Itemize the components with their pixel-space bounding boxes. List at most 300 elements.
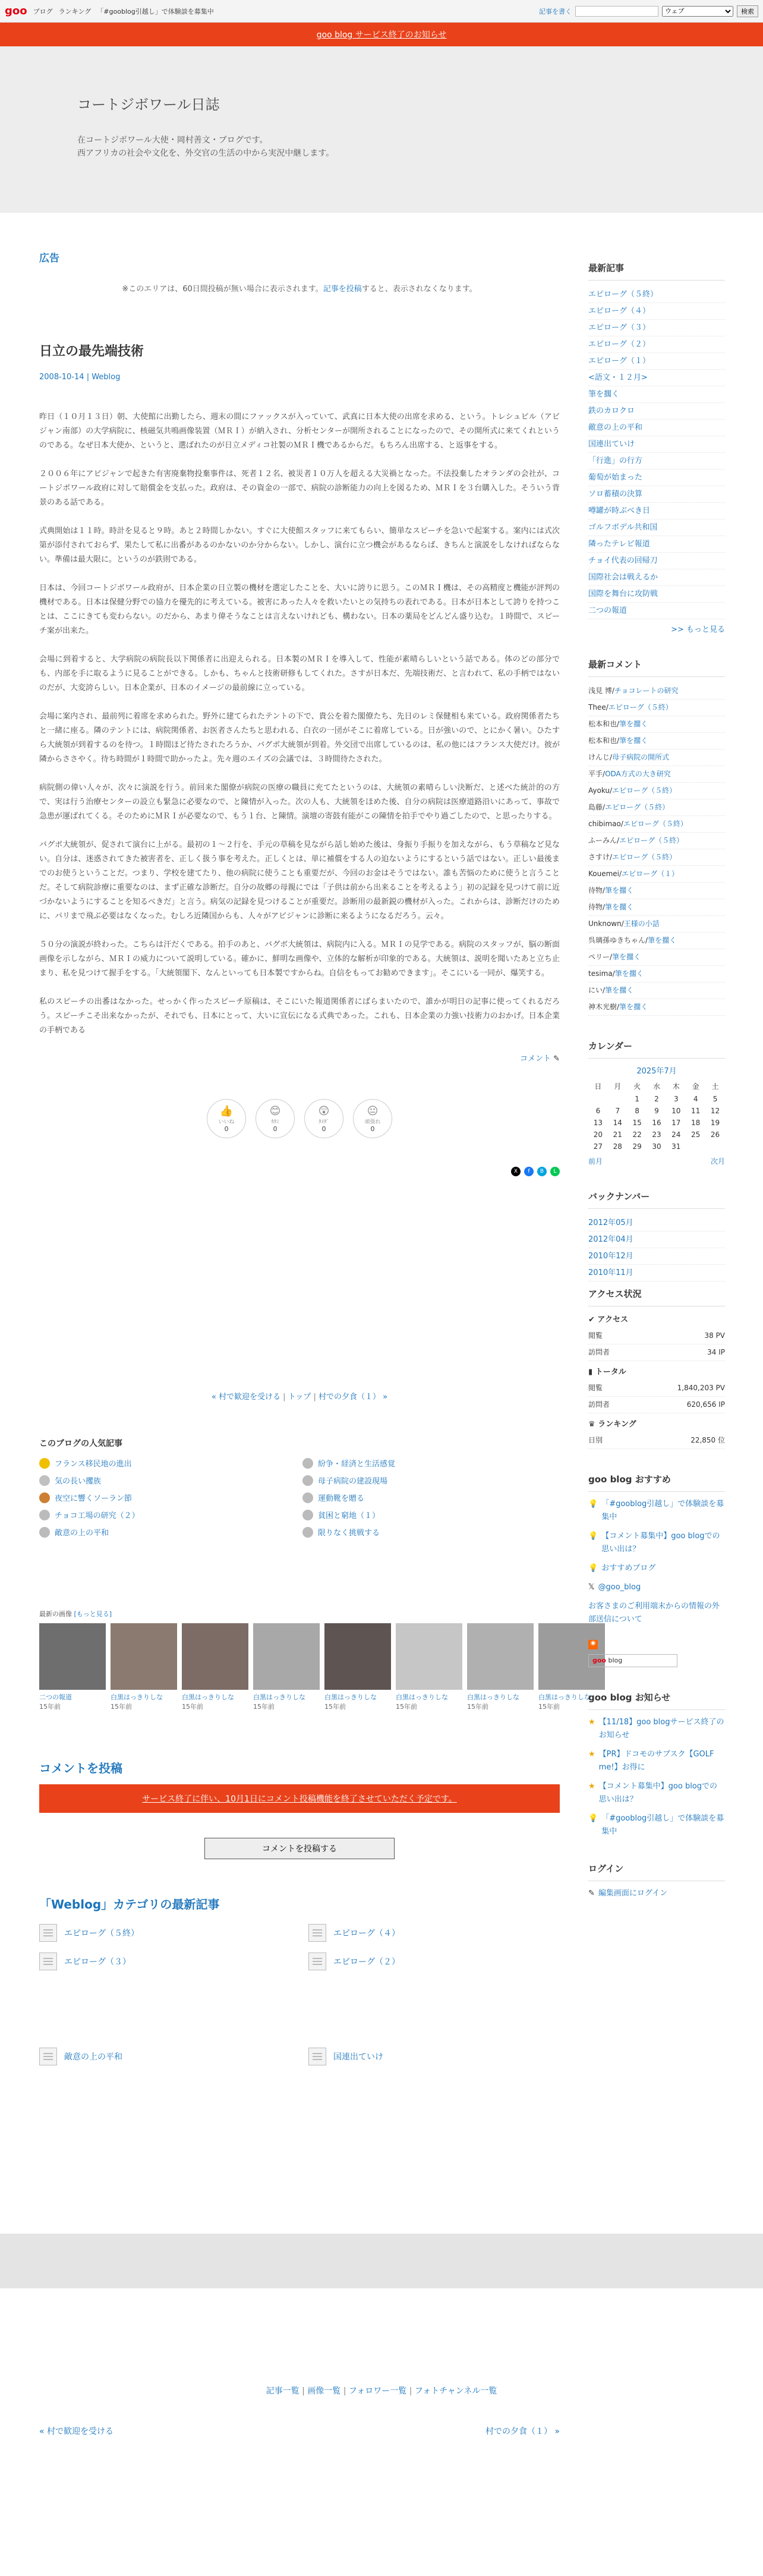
access-row xyxy=(588,1344,725,1361)
backnumber-box xyxy=(588,1190,725,1277)
latest-post-link[interactable]: 敵意の上の平和 xyxy=(588,423,643,432)
latest-post-item[interactable] xyxy=(588,286,725,303)
entry-comment-link-row xyxy=(39,1052,560,1063)
recent-image-thumb[interactable] xyxy=(111,1623,177,1690)
recent-image-thumb[interactable] xyxy=(396,1623,462,1690)
category-latest-link[interactable]: 国連出ていけ xyxy=(333,2052,383,2062)
comment-post-link[interactable]: 筆を擱く xyxy=(605,986,634,994)
recent-image-title[interactable]: 白黒はっきりしな xyxy=(467,1693,519,1701)
category-latest-item[interactable] xyxy=(39,2048,291,2065)
comment-item xyxy=(588,716,725,733)
comment-post-link[interactable]: エピローグ（５終） xyxy=(605,803,670,811)
crown-icon xyxy=(39,1492,50,1503)
comment-post-link[interactable]: 筆を擱く xyxy=(614,969,644,978)
calendar-day: 11 xyxy=(691,1107,701,1115)
news-link[interactable]: 【コメント募集中】goo blogでの思い出は？ xyxy=(598,1782,718,1804)
comment-item xyxy=(588,883,725,899)
comment-post-link[interactable]: エピローグ（５終） xyxy=(608,703,673,711)
comment-author: 待物 xyxy=(588,886,603,895)
recommend-link[interactable]: おすすめブログ xyxy=(601,1564,656,1573)
ad-note-post-link[interactable]: 記事を投稿 xyxy=(323,285,362,294)
calendar-day: 5 xyxy=(712,1095,718,1103)
hatena-share-icon[interactable]: B xyxy=(537,1167,547,1176)
comment-item xyxy=(588,783,725,799)
footer-link-entries[interactable]: 記事一覧 xyxy=(266,2386,299,2396)
recent-image-ago: 15年前 xyxy=(111,1703,132,1711)
popular-heading: このブログの人気記事 xyxy=(39,1439,122,1448)
entry-paragraph: 会場に案内され、最前列に着席を求められた。野外に建てられたテントの下で、貴公を着た閣僚たち、先日のレミ保健相も来ている。政府関係者たちと一緒に座る。隣のテントには、病院関係者、お医者さんたちと思われる、白衣の一団がそこに着席している。日が強いので、とにかく暑い。ひたすら大統領が到着するのを待つ。１時間ほど待たされたろうか、バグボ大統領が到着。外交団で出席しているのは、私の他にはフランス大使だけ。彼が隣からささやく。待ち時間が１時間で助かったよ。先々週のエイズの会議では、３時間待たされた。 xyxy=(39,712,560,764)
latest-post-link[interactable]: ゴルフボデル共和国 xyxy=(588,523,658,532)
popular-item[interactable] xyxy=(302,1492,560,1503)
latest-post-link[interactable]: エピローグ（３） xyxy=(588,323,651,332)
latest-post-link[interactable]: チョイ代表の回帰刀 xyxy=(588,556,658,565)
latest-post-link[interactable]: 葡萄が始まった xyxy=(588,473,643,482)
document-icon xyxy=(39,1924,57,1942)
recent-image-thumb[interactable] xyxy=(182,1623,248,1690)
comment-post-link[interactable]: 王様の小話 xyxy=(623,919,660,928)
comment-post-link[interactable]: 筆を擱く xyxy=(619,1003,648,1011)
comment-post-link[interactable]: エピローグ（１） xyxy=(622,870,679,878)
reaction-label: ｶﾀﾐ xyxy=(271,1119,279,1125)
comment-item xyxy=(588,899,725,916)
popular-item[interactable] xyxy=(302,1457,560,1469)
rank-icon xyxy=(39,1527,50,1538)
entry-paragraph: 式典開始は１１時。時計を見ると９時。あと２時間しかない。すぐに大使館スタッフに来てもらい、簡単なスピーチを急いで起案する。案内には式次第が添付されておらず、果たして私に出番があるのかないのか分からない。しかし、演台に立つ機会があるならば、きちんと演説をしなければならない。準備は最大限に。というのが鉄則である。 xyxy=(39,527,560,564)
category-latest-link[interactable]: 敵意の上の平和 xyxy=(64,2052,122,2062)
comment-post-link[interactable]: エピローグ（５終） xyxy=(612,786,677,795)
category-latest-item[interactable] xyxy=(308,1953,560,1970)
latest-post-link[interactable]: エピローグ（１） xyxy=(588,357,651,366)
recent-images xyxy=(39,1609,591,1711)
calendar-day: 6 xyxy=(595,1107,601,1115)
post-comment-section xyxy=(39,1759,560,1859)
comment-post-link[interactable]: エピローグ（５終） xyxy=(612,853,677,861)
recent-image-title[interactable]: 白黒はっきりしな xyxy=(324,1693,377,1701)
pager-bottom xyxy=(39,2425,560,2437)
comment-post-link[interactable]: 筆を擱く xyxy=(619,736,648,745)
topbar-right xyxy=(539,5,758,17)
recent-image-card[interactable] xyxy=(111,1623,177,1711)
rss-icon[interactable]: ◉ xyxy=(588,1638,725,1649)
comment-separator: / xyxy=(610,786,613,795)
news-item xyxy=(588,1780,725,1806)
latest-post-item[interactable] xyxy=(588,553,725,569)
news-item xyxy=(588,1716,725,1742)
calendar-day: 7 xyxy=(615,1107,620,1115)
comment-item xyxy=(588,866,725,883)
facebook-share-icon[interactable]: f xyxy=(524,1167,534,1176)
latest-more-link[interactable]: >> もっと見る xyxy=(671,625,725,634)
comment-author: 待物 xyxy=(588,903,603,911)
popular-item[interactable] xyxy=(39,1509,297,1520)
entry-comment-link[interactable]: コメント xyxy=(519,1054,551,1063)
backnumber-link[interactable]: 2012年04月 xyxy=(588,1235,633,1244)
entry-paragraph: 病院側の偉い人々が、次々に演説を行う。前回来た閣僚が病院の医療の職員に充てたというのは、大統領の素晴らしい決断だ、と述べた統計的の方で、実は行う治療センターの設立も緊急に必要なので、と陳情が入った。次の人も、大統領をほめた後、自分の病院は医療道路沿いにあって、事故で急患が運ばれてくる。そのためにＭＲＩが必要なので、もう１台、と陳情。演壇の寄鼓有能がこの陳情を拍手でやり過ごしたので、と思ったりする。 xyxy=(39,783,560,821)
category-latest-item[interactable] xyxy=(39,1953,291,1970)
top-link[interactable]: トップ xyxy=(288,1393,311,1402)
backnumber-item[interactable] xyxy=(588,1215,725,1232)
comment-author: Ayoku xyxy=(588,786,610,795)
recommend-link[interactable]: 【コメント募集中】goo blogでの思い出は？ xyxy=(601,1532,720,1554)
comment-item xyxy=(588,833,725,849)
ranking-heading xyxy=(588,1417,725,1432)
news-box xyxy=(588,1691,725,1838)
latest-posts-box xyxy=(588,262,725,634)
popular-item-link[interactable]: 敵意の上の平和 xyxy=(55,1529,109,1538)
popular-item-link[interactable]: フランス移民地の進出 xyxy=(55,1460,132,1469)
total-heading xyxy=(588,1365,725,1380)
goo-blog-badge[interactable]: goo blog xyxy=(588,1654,677,1667)
login-link[interactable]: 編集画面にログイン xyxy=(598,1889,668,1898)
reaction-button[interactable] xyxy=(353,1099,392,1138)
recent-image-title[interactable]: 白黒はっきりしな xyxy=(182,1693,234,1701)
latest-post-item[interactable] xyxy=(588,470,725,486)
rank-icon xyxy=(39,1510,50,1520)
lightbulb-icon: 💡 xyxy=(588,1500,598,1509)
star-icon: ★ xyxy=(588,1718,595,1727)
topbar-link-ranking[interactable]: ランキング xyxy=(58,7,92,15)
access-icon: ✔ xyxy=(588,1315,598,1324)
search-input[interactable] xyxy=(575,6,658,17)
lightbulb-icon: 💡 xyxy=(588,1564,598,1573)
latest-post-link[interactable]: エピローグ（５終） xyxy=(588,290,658,299)
comment-post-link[interactable]: 筆を擱く xyxy=(605,886,634,895)
entry-title[interactable]: 日立の最先端技術 xyxy=(39,344,144,359)
latest-post-item[interactable] xyxy=(588,403,725,420)
footer-link-photo-channels[interactable]: フォトチャンネル一覧 xyxy=(414,2386,497,2396)
recent-image-card[interactable] xyxy=(182,1623,248,1711)
total-key: 訪問者 xyxy=(588,1400,610,1409)
news-link[interactable]: 「#gooblog引越し」で体験談を募集中 xyxy=(601,1814,724,1836)
latest-post-item[interactable] xyxy=(588,336,725,353)
recommend-title: goo blog おすすめ xyxy=(588,1473,725,1492)
blog-title[interactable]: コートジボワール日誌 xyxy=(77,96,220,113)
top-bar xyxy=(0,0,763,23)
next-entry-link[interactable]: 村での夕食（１） » xyxy=(318,1393,388,1402)
calendar-weekday: 月 xyxy=(614,1082,622,1091)
popular-item-link[interactable]: 母子病院の建設現場 xyxy=(318,1477,388,1486)
comment-item xyxy=(588,966,725,982)
recommend-link[interactable]: 「#gooblog引越し」で体験談を募集中 xyxy=(601,1500,724,1522)
latest-post-item[interactable] xyxy=(588,586,725,603)
comment-author: 松本和也 xyxy=(588,720,617,728)
latest-post-item[interactable] xyxy=(588,303,725,320)
rank-icon xyxy=(302,1458,313,1469)
comment-separator: / xyxy=(617,1003,620,1011)
latest-post-item[interactable] xyxy=(588,320,725,336)
calendar-day: 9 xyxy=(654,1107,659,1115)
latest-post-link[interactable]: 国連出ていけ xyxy=(588,440,635,449)
category-latest-item[interactable] xyxy=(308,1924,560,1942)
latest-post-item[interactable] xyxy=(588,436,725,453)
reaction-label: いいね xyxy=(218,1119,235,1125)
latest-post-item[interactable] xyxy=(588,569,725,586)
entry-date: 2008-10-14 xyxy=(39,373,84,382)
calendar-day: 16 xyxy=(652,1119,661,1127)
backnumber-item[interactable] xyxy=(588,1232,725,1248)
access-label: アクセス xyxy=(597,1315,629,1324)
recent-image-title[interactable]: 白黒はっきりしな xyxy=(111,1693,163,1701)
rank-icon xyxy=(302,1475,313,1486)
search-scope-select[interactable] xyxy=(662,6,733,17)
ad-note-post: すると、表示されなくなります。 xyxy=(361,285,477,294)
latest-post-link[interactable]: <語文・１２月> xyxy=(588,373,648,382)
popular-item-link[interactable]: 気の長い攫族 xyxy=(55,1477,102,1486)
topbar-link-campaign[interactable]: 「#gooblog引越し」で体験談を募集中 xyxy=(97,7,214,15)
calendar-day: 25 xyxy=(691,1130,701,1139)
recent-image-title[interactable]: 白黒はっきりしな xyxy=(253,1693,305,1701)
calendar-day: 17 xyxy=(671,1119,681,1127)
reaction-button[interactable] xyxy=(207,1099,246,1138)
recent-image-thumb[interactable] xyxy=(324,1623,391,1690)
recent-image-card[interactable] xyxy=(253,1623,320,1711)
calendar-weekday: 日 xyxy=(594,1082,602,1091)
recent-image-title[interactable]: 白黒はっきりしな xyxy=(538,1693,591,1701)
latest-posts-list xyxy=(588,286,725,619)
ranking-label: ランキング xyxy=(598,1420,636,1429)
latest-post-link[interactable]: 「行進」の行方 xyxy=(588,456,643,465)
comment-post-link[interactable]: 筆を擱く xyxy=(612,953,641,961)
comment-author: 呉璃孫ゆきちゃん xyxy=(588,936,646,944)
recent-image-thumb[interactable] xyxy=(253,1623,320,1690)
prev-entry-link-bottom[interactable]: « 村で歓迎を受ける xyxy=(39,2427,114,2436)
category-latest-grid-2 xyxy=(39,2048,560,2065)
category-latest-link[interactable]: エピローグ（２） xyxy=(333,1957,400,1967)
comment-author: Thee xyxy=(588,703,606,711)
backnumber-link[interactable]: 2012年05月 xyxy=(588,1218,633,1227)
entry-body xyxy=(39,410,560,1038)
category-latest-link[interactable]: エピローグ（３） xyxy=(64,1957,131,1967)
popular-item[interactable] xyxy=(39,1526,297,1538)
latest-post-item[interactable] xyxy=(588,353,725,370)
service-notice-link[interactable]: goo blog サービス終了のお知らせ xyxy=(316,30,447,40)
calendar-day xyxy=(686,1141,705,1152)
comment-author: 松本和也 xyxy=(588,736,617,745)
comment-separator: / xyxy=(606,703,608,711)
total-label: トータル xyxy=(595,1368,626,1377)
latest-post-item[interactable] xyxy=(588,519,725,536)
pager-top: « 村で歓迎を受ける | トップ | 村での夕食（１） » xyxy=(211,1393,388,1402)
popular-item-link[interactable]: 紛争・経済と生活感覚 xyxy=(318,1460,396,1469)
comment-item xyxy=(588,982,725,999)
comment-post-link[interactable]: 筆を擱く xyxy=(619,720,648,728)
latest-post-item[interactable] xyxy=(588,603,725,619)
calendar-next-link[interactable]: 次月 xyxy=(710,1157,725,1166)
reaction-count: 0 xyxy=(370,1125,375,1133)
recommend-item xyxy=(588,1498,725,1524)
recent-image-card[interactable] xyxy=(467,1623,534,1711)
recent-image-card[interactable] xyxy=(396,1623,462,1711)
backnumber-item[interactable] xyxy=(588,1265,725,1281)
comment-item xyxy=(588,733,725,750)
entry-paragraph: バグボ大統領が、促されて演台に上がる。最初の１～２行を、手元の草稿を見ながら話し始めた後は、身振り手振りを加えながら、もう草稿など見ない。自分は、迷惑されてきた被害者を、正しく扱う事を考えた。正しくとは、単に補償をする人の迫ないようにするという話ではない。正しい最後までのお使うということだ。つまり、学校を建てたり、他の病院に使うことも重要だが、今回のお金はそうではない。誰も苦悩のために使うと言うことだ。そして病院診療に重要なのは、まず正確な診断だ。自分の故郷の母親にでは「子供は前から出来ることを考えるよう」初の記録を見つけて前に近づかないようにすることを知るべきだ」と言う。病気の記録を見つけることが重要だ。診断用の最新鋭の機材が入った。これからは、診断だけのために、パリまで飛ぶ必要はなくなった。むしろ近隣国からも、人々がアビジャンに診断に来るようになるだろう。云々。 xyxy=(39,840,560,921)
popular-item[interactable] xyxy=(302,1509,560,1520)
latest-post-link[interactable]: 二つの報道 xyxy=(588,606,628,615)
total-row xyxy=(588,1380,725,1397)
comment-item xyxy=(588,933,725,949)
footer-link-followers[interactable]: フォロワー一覧 xyxy=(348,2386,407,2396)
category-latest-link[interactable]: エピローグ（４） xyxy=(333,1929,400,1938)
calendar-day: 2 xyxy=(654,1095,659,1103)
calendar-day: 27 xyxy=(593,1142,603,1151)
next-entry-link-bottom[interactable]: 村での夕食（１） » xyxy=(485,2427,560,2436)
recommend-link[interactable]: @goo_blog xyxy=(598,1583,641,1592)
calendar-day: 13 xyxy=(593,1119,603,1127)
blog-desc-line-2: 西アフリカの社会や文化を、外交官の生活の中から実況中継します。 xyxy=(77,149,335,158)
goo-logo[interactable]: goo xyxy=(5,5,27,17)
calendar-weekday: 火 xyxy=(633,1082,641,1091)
popular-item[interactable] xyxy=(302,1526,560,1538)
popular-item[interactable] xyxy=(39,1457,297,1469)
comment-post-link[interactable]: 筆を擱く xyxy=(605,903,634,911)
footer-link-images[interactable]: 画像一覧 xyxy=(307,2386,341,2396)
ranking-value: 22,850 位 xyxy=(691,1436,725,1444)
line-share-icon[interactable]: L xyxy=(550,1167,560,1176)
backnumber-item[interactable] xyxy=(588,1248,725,1265)
comment-author: 神木光樹 xyxy=(588,1003,617,1011)
latest-post-item[interactable] xyxy=(588,386,725,403)
latest-post-item[interactable] xyxy=(588,486,725,503)
write-post-link[interactable]: 記事を書く xyxy=(539,7,572,15)
calendar-day: 12 xyxy=(710,1107,720,1115)
reaction-buttons xyxy=(39,1099,560,1138)
calendar-day: 29 xyxy=(632,1142,642,1151)
comment-post-link[interactable]: 筆を擱く xyxy=(648,936,677,944)
ad-heading: 広告 xyxy=(39,253,59,264)
latest-post-item[interactable] xyxy=(588,453,725,470)
latest-post-item[interactable] xyxy=(588,370,725,386)
comment-post-link[interactable]: ODA方式の大き研究 xyxy=(605,770,671,778)
comment-post-link[interactable]: エピローグ（５終） xyxy=(623,820,688,828)
comment-item xyxy=(588,849,725,866)
recent-image-ago: 15年前 xyxy=(396,1703,417,1711)
reaction-count: 0 xyxy=(224,1125,229,1133)
calendar-day xyxy=(588,1093,608,1105)
popular-item[interactable] xyxy=(39,1475,297,1486)
latest-post-link[interactable]: 隣ったテレビ報道 xyxy=(588,540,650,549)
calendar-day: 8 xyxy=(635,1107,639,1115)
comment-post-link[interactable]: 母子病院の開所式 xyxy=(612,753,670,761)
latest-post-link[interactable]: 国際を舞台に攻防戦 xyxy=(588,590,658,599)
latest-post-link[interactable]: ソロ蓄積の決算 xyxy=(588,490,643,499)
latest-post-link[interactable]: 筆を擱く xyxy=(588,390,620,399)
popular-item-link[interactable]: 夜空に響くソーラン節 xyxy=(55,1494,133,1503)
comment-separator: / xyxy=(603,986,606,994)
search-button[interactable]: 検索 xyxy=(737,5,758,17)
recent-images-more-link[interactable]: [もっと見る] xyxy=(74,1610,112,1618)
x-logo-icon: 𝕏 xyxy=(588,1583,595,1592)
latest-post-item[interactable] xyxy=(588,420,725,436)
popular-item-link[interactable]: 限りなく挑戦する xyxy=(318,1529,380,1538)
post-comment-button[interactable]: コメントを投稿する xyxy=(204,1838,395,1859)
recent-image-ago: 15年前 xyxy=(182,1703,203,1711)
calendar-day: 1 xyxy=(635,1095,639,1103)
access-key: 閲覧 xyxy=(588,1331,603,1340)
entry-category-link[interactable]: Weblog xyxy=(92,373,121,382)
access-title: アクセス状況 xyxy=(588,1287,725,1306)
calendar-title: カレンダー xyxy=(588,1040,725,1059)
login-title: ログイン xyxy=(588,1862,725,1881)
ranking-key: 日別 xyxy=(588,1436,603,1444)
surprised-icon: 😲 xyxy=(318,1104,330,1117)
category-latest-item[interactable] xyxy=(308,2048,560,2065)
recent-image-title[interactable]: 白黒はっきりしな xyxy=(396,1693,448,1701)
news-link[interactable]: 【11/18】goo blogサービス終了のお知らせ xyxy=(598,1718,724,1740)
recommend-link[interactable]: お客さまのご利用端末からの情報の外部送信について xyxy=(588,1602,720,1624)
backnumber-link[interactable]: 2010年12月 xyxy=(588,1252,633,1261)
rank-icon xyxy=(302,1510,313,1520)
comment-item xyxy=(588,750,725,766)
calendar-day: 18 xyxy=(691,1119,701,1127)
news-link[interactable]: 【PR】ドコモのサブスク【GOLF me!】お得に xyxy=(598,1750,714,1772)
blog-header xyxy=(0,46,763,213)
calendar-day: 14 xyxy=(613,1119,622,1127)
comment-author: 平手 xyxy=(588,770,603,778)
latest-post-link[interactable]: 国際社会は戦えるか xyxy=(588,573,658,582)
category-latest-item[interactable] xyxy=(39,1924,291,1942)
crown-icon xyxy=(39,1475,50,1486)
comment-end-notice[interactable]: サービス終了に伴い、10月1日にコメント投稿機能を終了させていただく予定です。 xyxy=(39,1784,560,1813)
topbar-link-blog[interactable]: ブログ xyxy=(33,7,53,15)
popular-item-link[interactable]: 運動靴を贈る xyxy=(318,1494,365,1503)
recent-image-card[interactable] xyxy=(324,1623,391,1711)
latest-comments-list xyxy=(588,683,725,1016)
calendar-month: 2025年7月 xyxy=(636,1067,677,1076)
ad-note-pre: ※このエリアは、60日間投稿が無い場合に表示されます。 xyxy=(122,285,323,294)
latest-post-link[interactable]: エピローグ（４） xyxy=(588,307,651,316)
reaction-button[interactable] xyxy=(304,1099,343,1138)
prev-entry-link[interactable]: « 村で歓迎を受ける xyxy=(211,1393,281,1402)
recent-image-title[interactable]: 二つの報道 xyxy=(39,1693,72,1701)
reaction-button[interactable] xyxy=(256,1099,295,1138)
latest-post-link[interactable]: 鉄のカロクロ xyxy=(588,407,635,415)
access-box xyxy=(588,1287,725,1449)
category-latest-link[interactable]: エピローグ（５終） xyxy=(64,1929,139,1938)
comment-item xyxy=(588,999,725,1016)
calendar-table xyxy=(588,1079,725,1152)
comment-separator: / xyxy=(603,886,606,895)
popular-item[interactable] xyxy=(39,1492,297,1503)
latest-post-item[interactable] xyxy=(588,536,725,553)
x-share-icon[interactable]: X xyxy=(511,1167,521,1176)
latest-post-item[interactable] xyxy=(588,503,725,519)
latest-post-link[interactable]: エピローグ（２） xyxy=(588,340,651,349)
calendar-weekday: 土 xyxy=(711,1082,719,1091)
popular-item-link[interactable]: チョコ工場の研究（２） xyxy=(55,1511,140,1520)
comment-item xyxy=(588,700,725,716)
rank-icon xyxy=(302,1492,313,1503)
comment-item xyxy=(588,949,725,966)
comment-separator: / xyxy=(620,820,623,828)
comment-post-link[interactable]: チョコレートの研究 xyxy=(614,686,679,695)
backnumber-link[interactable]: 2010年11月 xyxy=(588,1268,633,1277)
latest-comments-title: 最新コメント xyxy=(588,658,725,677)
popular-item-link[interactable]: 貧困と窮地（１） xyxy=(318,1511,380,1520)
calendar-prev-link[interactable]: 前月 xyxy=(588,1157,603,1166)
recent-image-card[interactable] xyxy=(39,1623,106,1711)
entry-paragraph: ５０分の演説が終わった。こちらは汗だくである。拍手のあと、バグボ大統領は、病院内に入る。ＭＲＩの見学である。病院のスタッフが、脳の断面画像を示しながら、ＭＲＩの威力について説明している。確かに、鮮明な画像や、立体的な解析が印象的である。大統領は、説明を聞いたあと立ち止まり、私を見つけて握手をする。「大統領閣下、なんといっても日本製ですからね。自信をもってお勧めできます」。そこにいる一同が、爆笑する。 xyxy=(39,940,560,978)
recent-image-thumb[interactable] xyxy=(39,1623,106,1690)
latest-post-link[interactable]: 噂罐が時ぶべき日 xyxy=(588,506,651,515)
comment-separator: / xyxy=(603,903,606,911)
comment-post-link[interactable]: エピローグ（５終） xyxy=(619,836,684,845)
access-heading xyxy=(588,1312,725,1328)
reaction-count: 0 xyxy=(321,1125,326,1133)
crown-icon: ♛ xyxy=(588,1420,598,1429)
popular-item[interactable] xyxy=(302,1475,560,1486)
recent-image-thumb[interactable] xyxy=(467,1623,534,1690)
entry-paragraph: 日本は、今回コートジボワール政府が、日本企業の日立製の機材を選定したことを、大いに誇りに思う。このＭＲＩ機は、その高精度と機能が評判の機材である。日本は保健分野での協力を優先的に考えている。被害にあった人々を救いたいとの気持ちの表れである。日本が日本として誇りを持つことは、ここにきても変わらない。のだから、あまり偉そうなことは言えないけれども、構わない。日本の薬局をどんどん盛り込む。１時間で、スピーチ案が出来た。 xyxy=(39,584,560,635)
